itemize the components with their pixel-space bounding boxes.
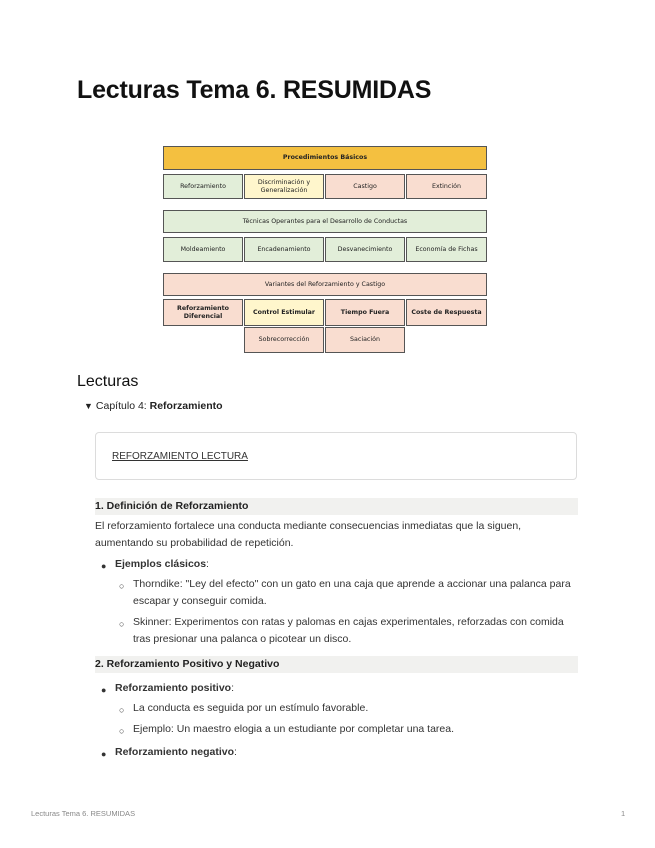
examples-label: Ejemplos clásicos: [115, 558, 207, 570]
procedures-diagram: [0, 0, 655, 360]
negative-label: Reforzamiento negativo: [115, 746, 235, 758]
diagram-cell: Coste de Respuesta: [406, 299, 487, 326]
diagram-cell: Saciación: [325, 327, 405, 353]
diagram-cell: Moldeamiento: [163, 237, 243, 262]
list-item: La conducta es seguida por un estímulo favorable.: [133, 702, 369, 714]
bullet-icon: ●: [101, 749, 107, 759]
toggle-prefix: Capítulo 4:: [95, 400, 150, 412]
heading-definition: 1. Definición de Reforzamiento: [95, 498, 578, 515]
page-title: Lecturas Tema 6. RESUMIDAS: [77, 76, 432, 104]
diagram-cell: Reforzamiento: [163, 174, 243, 199]
diagram-cell: Castigo: [325, 174, 405, 199]
toggle-chapter-4[interactable]: [84, 400, 223, 412]
list-item: Reforzamiento negativo:: [115, 746, 237, 758]
list-item: Reforzamiento positivo:: [115, 682, 235, 694]
reading-link[interactable]: REFORZAMIENTO LECTURA: [112, 451, 248, 462]
diagram-header-basic: Procedimientos Básicos: [163, 146, 487, 170]
list-item: Skinner: Experimentos con ratas y palomas en cajas experimentales, reforzadas con comida tras presionar una palanca o picotear un disco.: [133, 616, 564, 645]
diagram-cell: Discriminación y Generalización: [244, 174, 324, 199]
diagram-cell: Desvanecimiento: [325, 237, 405, 262]
link-card: [95, 432, 577, 480]
definition-paragraph: El reforzamiento fortalece una conducta mediante consecuencias inmediatas que la siguen, aumentando su probabilidad de repetición.: [95, 520, 522, 549]
bullet-icon: ●: [101, 561, 107, 571]
sub-bullet-icon: ○: [119, 581, 125, 591]
list-item: Ejemplo: Un maestro elogia a un estudiante por completar una tarea.: [133, 723, 455, 735]
diagram-cell: Encadenamiento: [244, 237, 324, 262]
toggle-triangle-icon[interactable]: ▼: [84, 401, 93, 411]
sub-bullet-icon: ○: [119, 726, 125, 736]
diagram-cell: Economía de Fichas: [406, 237, 487, 262]
diagram-cell: Tiempo Fuera: [325, 299, 405, 326]
diagram-cell: Reforzamiento Diferencial: [163, 299, 243, 326]
list-item: Thorndike: "Ley del efecto" con un gato en una caja que aprende a accionar una palanca para escapar y conseguir comida.: [133, 578, 571, 607]
section-heading: Lecturas: [77, 373, 139, 390]
sub-bullet-icon: ○: [119, 705, 125, 715]
sub-bullet-icon: ○: [119, 619, 125, 629]
toggle-title: Reforzamiento: [149, 400, 223, 412]
diagram-header-techniques: Técnicas Operantes para el Desarrollo de Conductas: [163, 210, 487, 233]
diagram-cell: Control Estimular: [244, 299, 324, 326]
diagram-cell: Sobrecorrección: [244, 327, 324, 353]
footer-title: Lecturas Tema 6. RESUMIDAS: [31, 809, 136, 818]
diagram-cell: Extinción: [406, 174, 487, 199]
bullet-icon: ●: [101, 685, 107, 695]
diagram-header-variants: Variantes del Reforzamiento y Castigo: [163, 273, 487, 296]
page-number: 1: [621, 809, 626, 818]
heading-positive-negative: 2. Reforzamiento Positivo y Negativo: [95, 656, 578, 673]
list-item: Ejemplos clásicos:: [115, 558, 209, 570]
positive-label: Reforzamiento positivo: [115, 682, 232, 694]
